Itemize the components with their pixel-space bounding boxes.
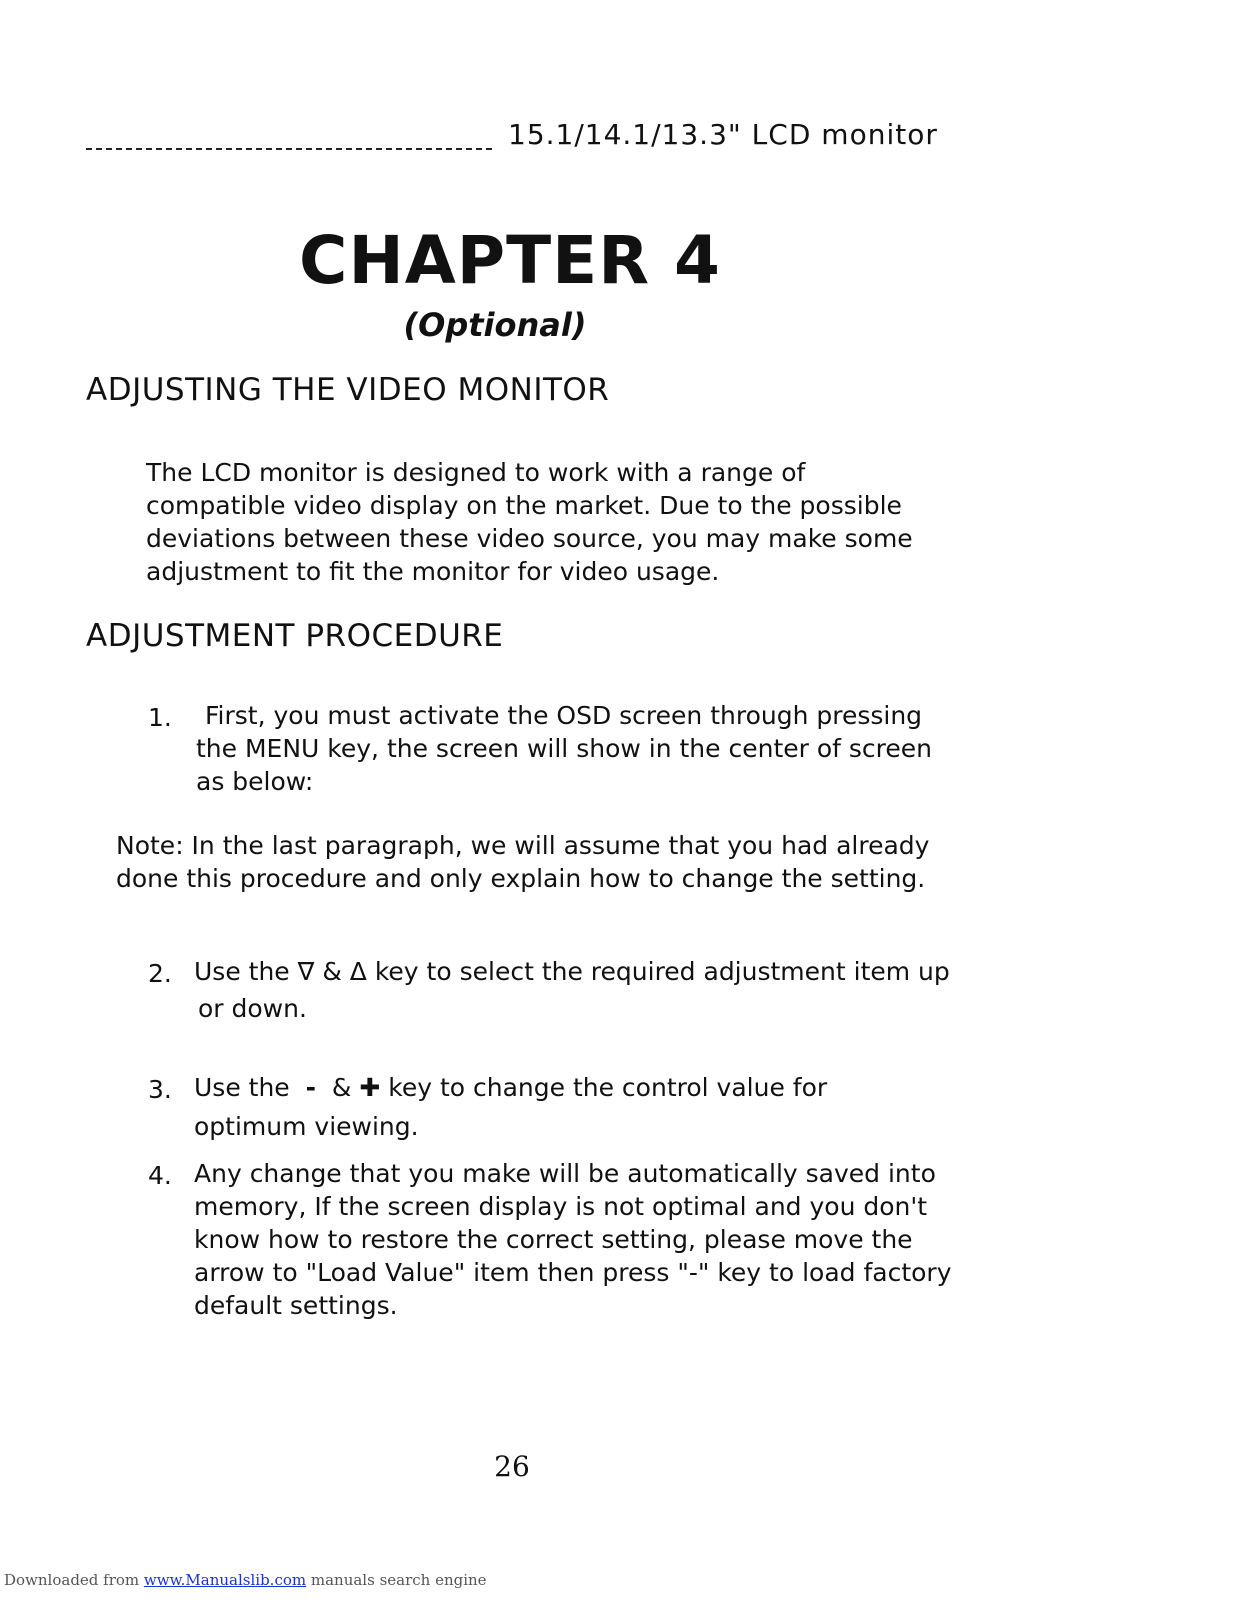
paragraph-line: compatible video display on the market. Due to the possible <box>146 491 902 520</box>
footer-prefix: Downloaded from <box>4 1571 144 1589</box>
step-4-line: memory, If the screen display is not optimal and you don't <box>194 1192 928 1221</box>
note-line <box>116 829 929 862</box>
step-4-line: know how to restore the correct setting, please move the <box>194 1225 913 1254</box>
chapter-title: CHAPTER 4 <box>299 222 721 299</box>
step-3-prefix: Use the <box>194 1073 290 1102</box>
step-2-number: 2. <box>148 959 172 988</box>
step-1-line: the MENU key, the screen will show in the center of screen <box>196 734 932 763</box>
step-1-number: 1. <box>148 703 172 732</box>
section1-paragraph <box>146 456 913 588</box>
step-3-line2: optimum viewing. <box>194 1112 419 1141</box>
manualslib-link[interactable]: www.Manualslib.com <box>143 1571 307 1589</box>
step-2-prefix: Use the <box>194 957 290 986</box>
step-3-suffix: key to change the control value for <box>388 1073 828 1102</box>
step-2-amp: & <box>322 957 342 986</box>
step-1-line: First, you must activate the OSD screen through pressing <box>205 701 923 730</box>
note-text: : In the last paragraph, we will assume that you had already <box>175 831 930 860</box>
step-3-line <box>194 1071 827 1104</box>
page-number: 26 <box>494 1450 530 1483</box>
down-key-icon: ∇ <box>297 957 315 986</box>
section-heading-adjusting: ADJUSTING THE VIDEO MONITOR <box>86 372 610 408</box>
step-4-number: 4. <box>148 1161 172 1190</box>
header-rule <box>86 148 492 150</box>
step-2-line <box>194 955 950 988</box>
step-4-line: arrow to "Load Value" item then press "-" key to load factory <box>194 1258 952 1287</box>
step-3-number: 3. <box>148 1075 172 1104</box>
up-key-icon: Δ <box>349 957 367 986</box>
step-4-paragraph <box>194 1157 952 1322</box>
note-label: Note <box>116 831 176 860</box>
footer-suffix: manuals search engine <box>306 1571 487 1589</box>
step-2-line2: or down. <box>198 994 307 1023</box>
note-paragraph <box>116 829 929 895</box>
step-4-line: Any change that you make will be automatically saved into <box>194 1159 936 1188</box>
paragraph-line: adjustment to fit the monitor for video usage. <box>146 557 720 586</box>
plus-key-icon: ✚ <box>359 1073 381 1102</box>
paragraph-line: deviations between these video source, you may make some <box>146 524 913 553</box>
step-4-line: default settings. <box>194 1291 398 1320</box>
step-2-suffix: key to select the required adjustment item up <box>374 957 950 986</box>
chapter-subtitle: (Optional) <box>403 306 587 344</box>
note-line: done this procedure and only explain how to change the setting. <box>116 864 926 893</box>
step-3-amp: & <box>331 1073 352 1102</box>
header-title: 15.1/14.1/13.3" LCD monitor <box>508 118 938 151</box>
section-heading-procedure: ADJUSTMENT PROCEDURE <box>86 618 504 654</box>
paragraph-line: The LCD monitor is designed to work with a range of <box>146 458 806 487</box>
download-footer <box>4 1571 487 1589</box>
minus-key-icon: - <box>305 1073 316 1102</box>
step-1-line: as below: <box>196 767 314 796</box>
